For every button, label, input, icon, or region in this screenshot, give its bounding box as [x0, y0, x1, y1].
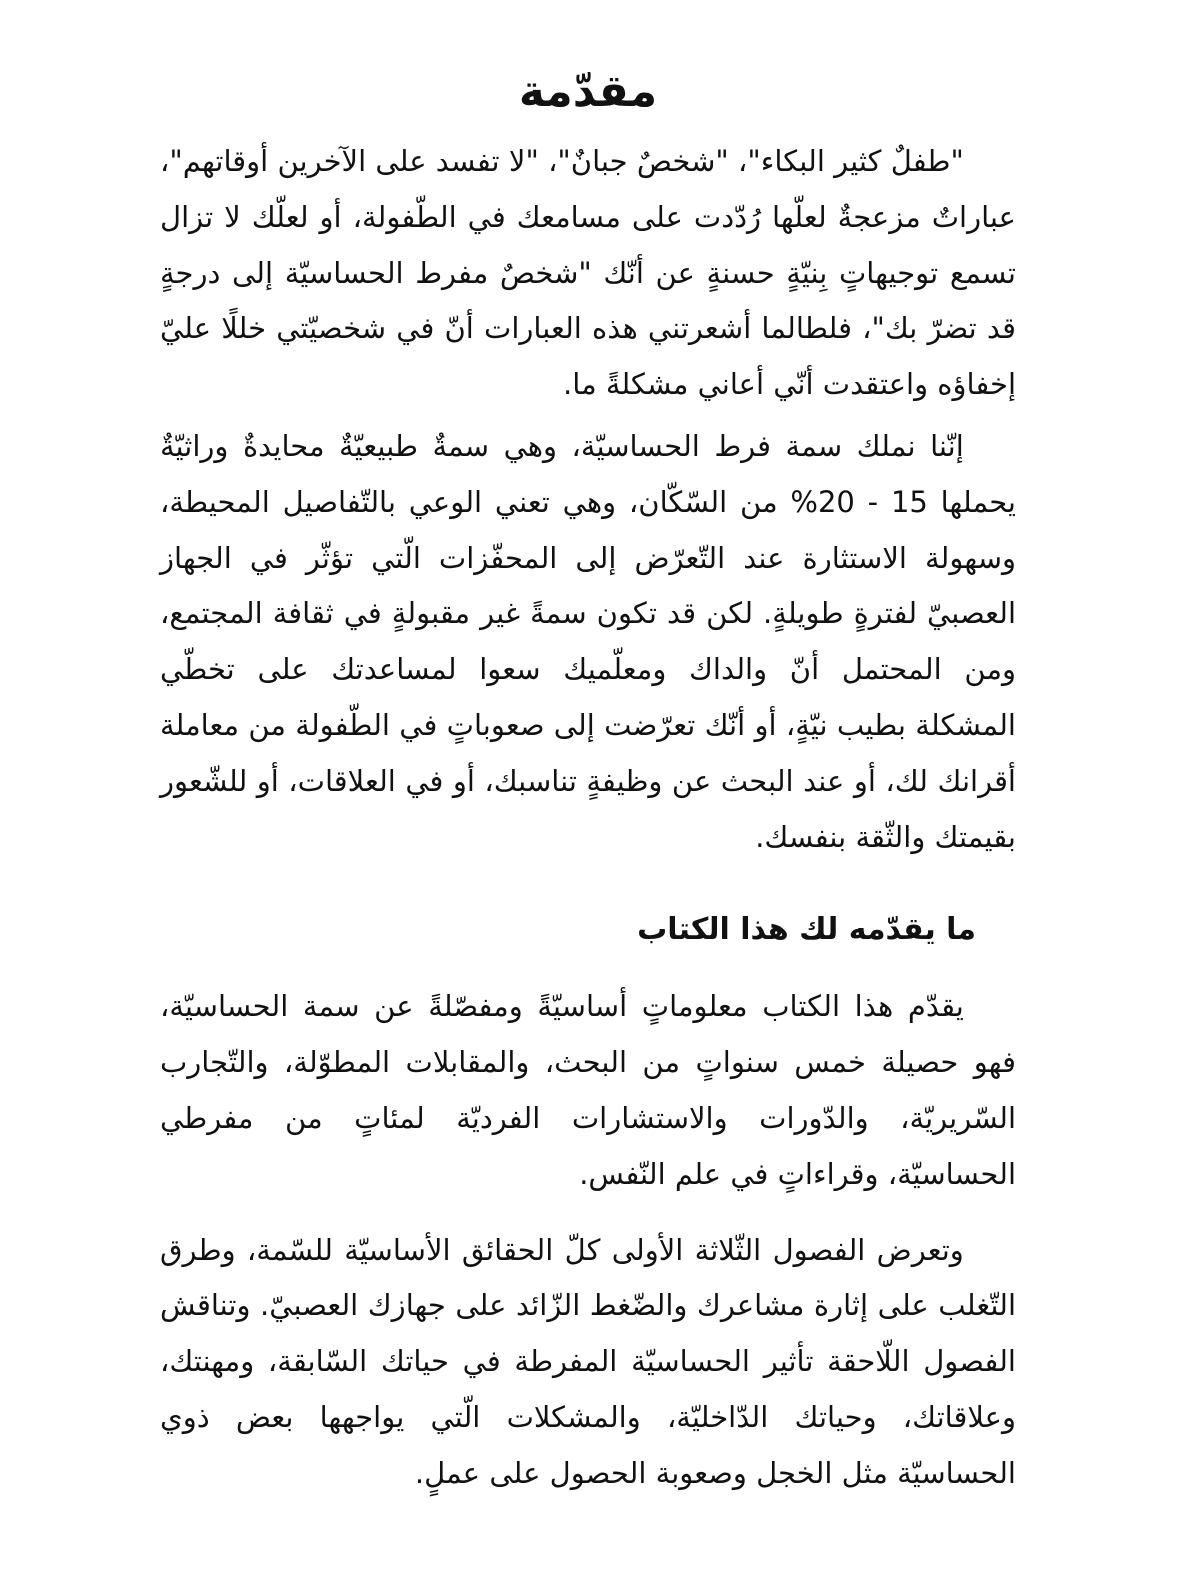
- intro-paragraph-2: إنّنا نملك سمة فرط الحساسيّة، وهي سمةٌ طبيعيّةٌ محايدةٌ وراثيّةٌ يحملها 15 - 20% من السّكّان، وهي تعني الوعي بالتّفاصيل المحيطة، وسهولة الاستثارة عند التّعرّض إلى المحفّزات الّتي تؤثّر في الجهاز العصبيّ لفترةٍ طويلةٍ. لكن قد تكون سمةً غير مقبولةٍ في ثقافة المجتمع، ومن المحتمل أنّ والداك ومعلّميك سعوا لمساعدتك على تخطّي المشكلة بطيب نيّةٍ، أو أنّك تعرّضت إلى صعوباتٍ في الطّفولة من معاملة أقرانك لك، أو عند البحث عن وظيفةٍ تناسبك، أو في العلاقات، أو للشّعور بقيمتك والثّقة بنفسك.: [160, 428, 1016, 854]
- intro-paragraph-1: "طفلٌ كثير البكاء"، "شخصٌ جبانٌ"، "لا تفسد على الآخرين أوقاتهم"، عباراتٌ مزعجةٌ لعلّها رُدّدت على مسامعك في الطّفولة، أو لعلّك لا تزال تسمع توجيهاتٍ بِنيّةٍ حسنةٍ عن أنّك "شخصٌ مفرط الحساسيّة إلى درجةٍ قد تضرّ بك"، فلطالما أشعرتني هذه العبارات أنّ في شخصيّتي خللًا عليّ إخفاؤه واعتقدت أنّي أعاني مشكلةً ما.: [160, 144, 1016, 402]
- section-paragraph-1: يقدّم هذا الكتاب معلوماتٍ أساسيّةً ومفصّلةً عن سمة الحساسيّة، فهو حصيلة خمس سنواتٍ من البحث، والمقابلات المطوّلة، والتّجارب السّريريّة، والدّورات والاستشارات الفرديّة لمئاتٍ من مفرطي الحساسيّة، وقراءاتٍ في علم النّفس.: [160, 989, 1016, 1191]
- document-page: [160, 62, 1016, 1502]
- page-title: مقدّمة: [518, 66, 658, 117]
- section-heading: ما يقدّمه لك هذا الكتاب: [637, 912, 976, 948]
- section-paragraph-2: وتعرض الفصول الثّلاثة الأولى كلّ الحقائق الأساسيّة للسّمة، وطرق التّغلب على إثارة مشاعرك والضّغط الزّائد على جهازك العصبيّ. وتناقش الفصول اللّاحقة تأثير الحساسيّة المفرطة في حياتك السّابقة، ومهنتك، وعلاقاتك، وحياتك الدّاخليّة، والمشكلات الّتي يواجهها بعض ذوي الحساسيّة مثل الخجل وصعوبة الحصول على عملٍ.: [160, 1232, 1016, 1490]
